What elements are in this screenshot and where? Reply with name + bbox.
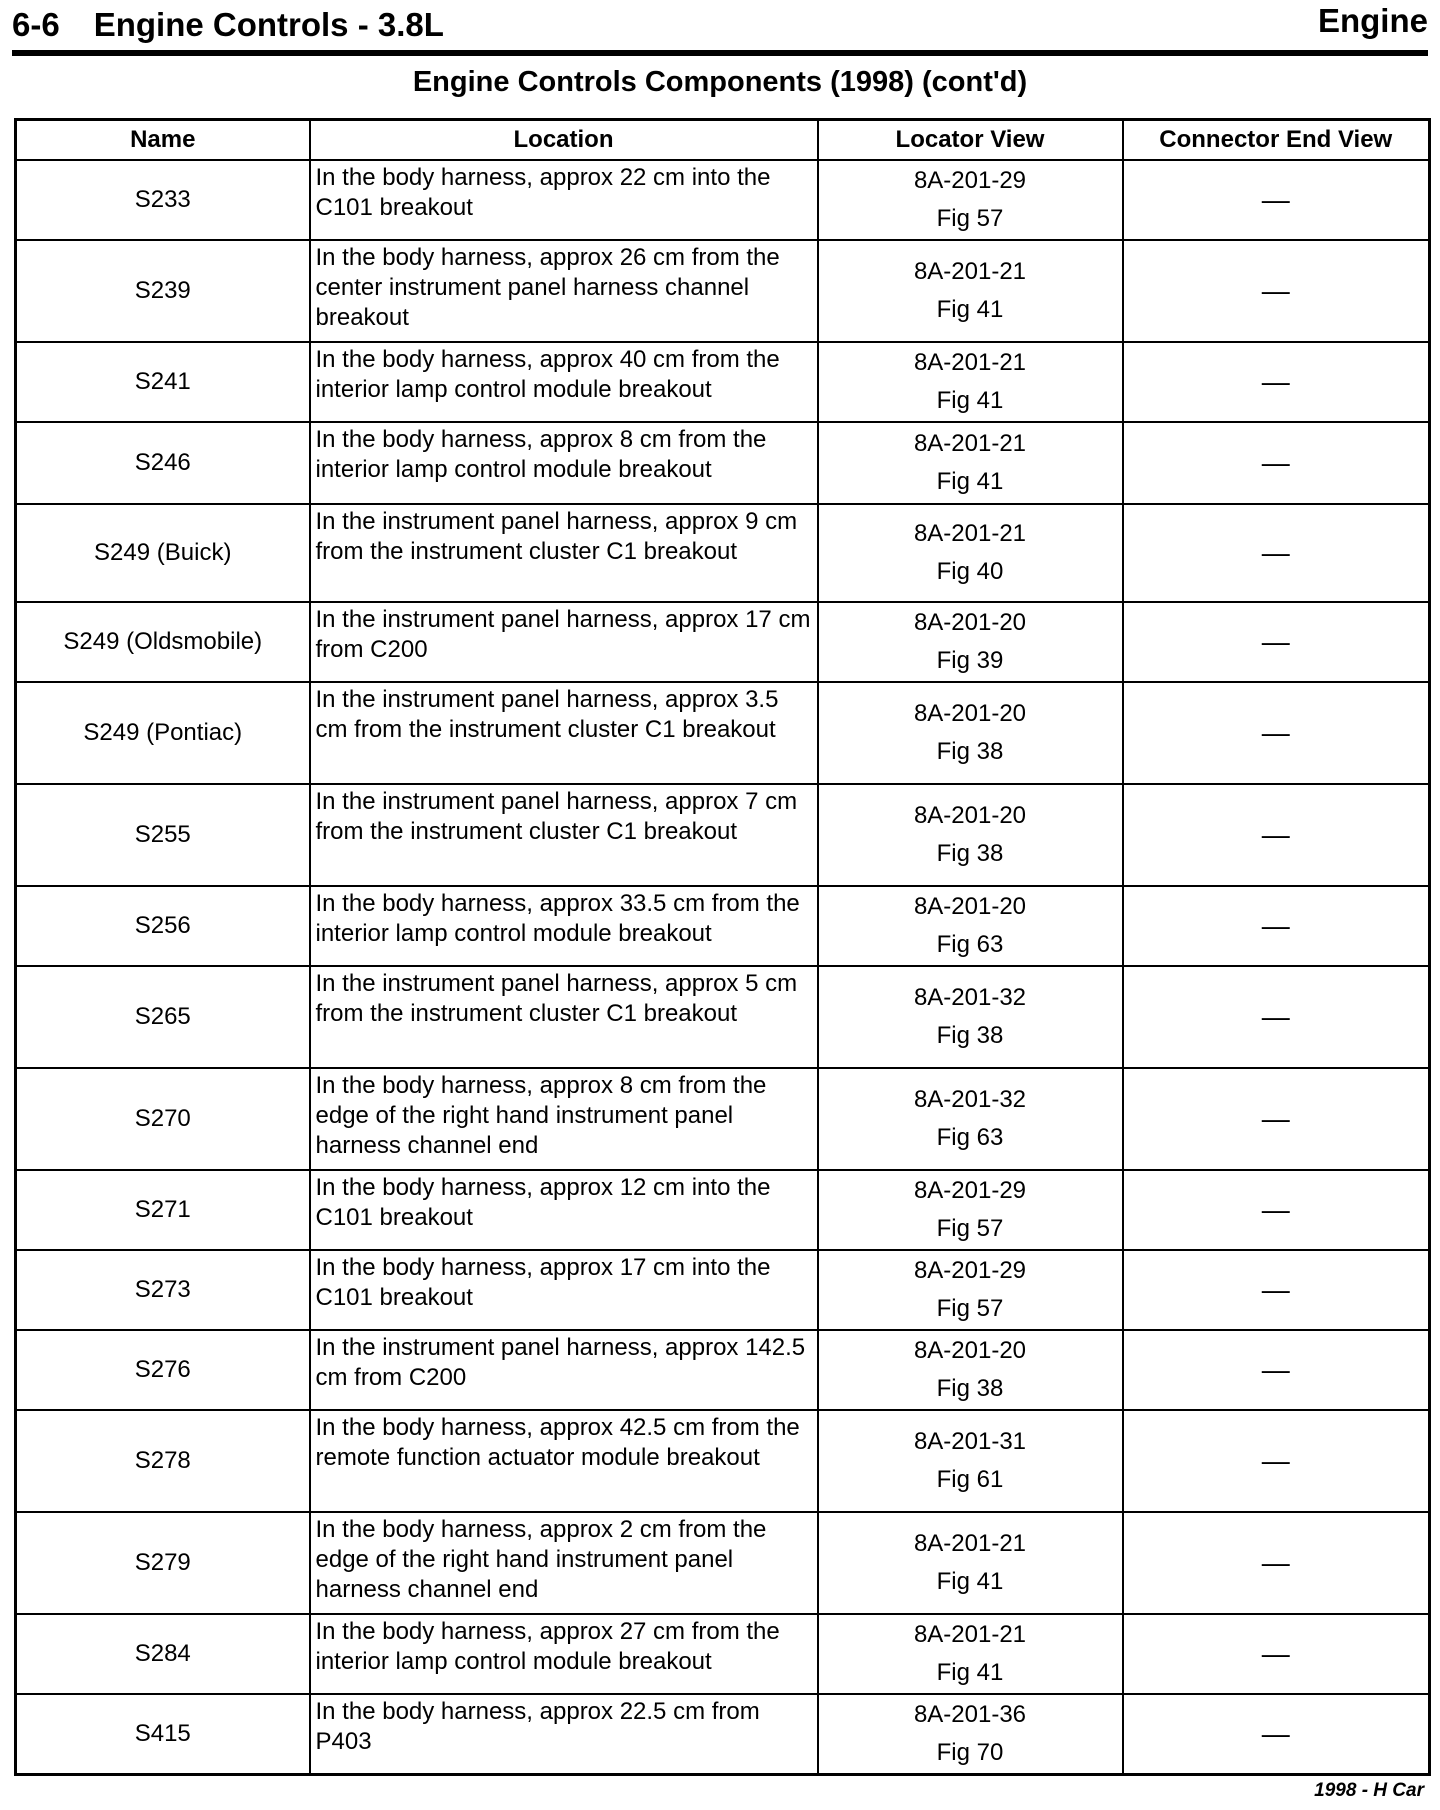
- locator-view-code: 8A-201-29: [913, 1177, 1027, 1204]
- table-row: [16, 1410, 1430, 1512]
- locator-view-cell: [818, 1068, 1123, 1170]
- connector-end-view: —: [1123, 886, 1430, 966]
- component-location: In the body harness, approx 8 cm from the interior lamp control module breakout: [310, 422, 818, 504]
- locator-view-figure: Fig 38: [936, 738, 1004, 765]
- component-name: S279: [16, 1512, 310, 1614]
- page-header: [12, 0, 1428, 56]
- locator-view-cell: [818, 1614, 1123, 1694]
- component-location: In the body harness, approx 8 cm from the edge of the right hand instrument panel harness channel end: [310, 1068, 818, 1170]
- locator-view-cell: [818, 504, 1123, 602]
- component-location: In the body harness, approx 12 cm into the C101 breakout: [310, 1170, 818, 1250]
- table-row: [16, 886, 1430, 966]
- locator-view-figure: Fig 70: [936, 1739, 1004, 1766]
- component-location: In the instrument panel harness, approx 3.5 cm from the instrument cluster C1 breakout: [310, 682, 818, 784]
- locator-view-code: 8A-201-21: [913, 1530, 1027, 1557]
- connector-end-view: —: [1123, 422, 1430, 504]
- locator-view-cell: [818, 240, 1123, 342]
- connector-end-view: —: [1123, 1068, 1430, 1170]
- table-row: [16, 422, 1430, 504]
- locator-view-code: 8A-201-32: [913, 984, 1027, 1011]
- component-name: S249 (Pontiac): [16, 682, 310, 784]
- locator-view-code: 8A-201-21: [913, 430, 1027, 457]
- connector-end-view: —: [1123, 784, 1430, 886]
- connector-end-view: —: [1123, 1330, 1430, 1410]
- connector-end-view: —: [1123, 1694, 1430, 1775]
- locator-view-code: 8A-201-20: [913, 1337, 1027, 1364]
- component-location: In the body harness, approx 26 cm from the center instrument panel harness channel breakout: [310, 240, 818, 342]
- locator-view-code: 8A-201-32: [913, 1086, 1027, 1113]
- table-row: [16, 784, 1430, 886]
- locator-view-code: 8A-201-20: [913, 893, 1027, 920]
- connector-end-view: —: [1123, 1170, 1430, 1250]
- column-header-locator-view: Locator View: [818, 120, 1123, 161]
- locator-view-cell: [818, 1170, 1123, 1250]
- locator-view-code: 8A-201-31: [913, 1428, 1027, 1455]
- component-name: S284: [16, 1614, 310, 1694]
- component-name: S249 (Oldsmobile): [16, 602, 310, 682]
- locator-view-cell: [818, 886, 1123, 966]
- column-header-location: Location: [310, 120, 818, 161]
- locator-view-cell: [818, 784, 1123, 886]
- footer-vehicle: 1998 - H Car: [1314, 1780, 1424, 1801]
- component-name: S273: [16, 1250, 310, 1330]
- table-header-row: [16, 120, 1430, 161]
- components-table: [14, 118, 1431, 1776]
- component-name: S276: [16, 1330, 310, 1410]
- locator-view-cell: [818, 342, 1123, 422]
- component-location: In the body harness, approx 17 cm into the C101 breakout: [310, 1250, 818, 1330]
- table-row: [16, 1614, 1430, 1694]
- component-location: In the instrument panel harness, approx 9 cm from the instrument cluster C1 breakout: [310, 504, 818, 602]
- table-row: [16, 1694, 1430, 1775]
- table-row: [16, 682, 1430, 784]
- component-name: S249 (Buick): [16, 504, 310, 602]
- locator-view-code: 8A-201-21: [913, 349, 1027, 376]
- locator-view-cell: [818, 682, 1123, 784]
- locator-view-figure: Fig 57: [936, 1295, 1004, 1322]
- locator-view-code: 8A-201-20: [913, 802, 1027, 829]
- connector-end-view: —: [1123, 160, 1430, 240]
- locator-view-cell: [818, 1410, 1123, 1512]
- locator-view-cell: [818, 1694, 1123, 1775]
- table-row: [16, 504, 1430, 602]
- locator-view-cell: [818, 160, 1123, 240]
- table-row: [16, 1170, 1430, 1250]
- component-name: S256: [16, 886, 310, 966]
- table-row: [16, 342, 1430, 422]
- component-location: In the body harness, approx 2 cm from the edge of the right hand instrument panel harness channel end: [310, 1512, 818, 1614]
- locator-view-cell: [818, 1512, 1123, 1614]
- component-location: In the body harness, approx 42.5 cm from the remote function actuator module breakout: [310, 1410, 818, 1512]
- component-location: In the body harness, approx 33.5 cm from the interior lamp control module breakout: [310, 886, 818, 966]
- table-row: [16, 602, 1430, 682]
- connector-end-view: —: [1123, 1410, 1430, 1512]
- locator-view-cell: [818, 1250, 1123, 1330]
- component-location: In the instrument panel harness, approx 17 cm from C200: [310, 602, 818, 682]
- component-name: S270: [16, 1068, 310, 1170]
- table-row: [16, 966, 1430, 1068]
- chapter-title: Engine: [1317, 2, 1428, 39]
- locator-view-figure: Fig 61: [936, 1466, 1004, 1493]
- locator-view-code: 8A-201-20: [913, 700, 1027, 727]
- component-name: S246: [16, 422, 310, 504]
- component-name: S241: [16, 342, 310, 422]
- connector-end-view: —: [1123, 342, 1430, 422]
- locator-view-figure: Fig 41: [936, 1659, 1004, 1686]
- component-name: S255: [16, 784, 310, 886]
- locator-view-code: 8A-201-36: [913, 1701, 1027, 1728]
- section-number: 6-6: [12, 6, 60, 43]
- locator-view-figure: Fig 38: [936, 1022, 1004, 1049]
- table-body: [16, 160, 1430, 1775]
- column-header-name: Name: [16, 120, 310, 161]
- component-location: In the instrument panel harness, approx 142.5 cm from C200: [310, 1330, 818, 1410]
- component-location: In the body harness, approx 22 cm into the C101 breakout: [310, 160, 818, 240]
- component-name: S415: [16, 1694, 310, 1775]
- component-name: S233: [16, 160, 310, 240]
- component-location: In the body harness, approx 22.5 cm from P403: [310, 1694, 818, 1775]
- locator-view-code: 8A-201-29: [913, 167, 1027, 194]
- locator-view-figure: Fig 39: [936, 647, 1004, 674]
- locator-view-code: 8A-201-20: [913, 609, 1027, 636]
- connector-end-view: —: [1123, 966, 1430, 1068]
- table-row: [16, 1512, 1430, 1614]
- component-location: In the body harness, approx 27 cm from the interior lamp control module breakout: [310, 1614, 818, 1694]
- locator-view-cell: [818, 602, 1123, 682]
- locator-view-figure: Fig 41: [936, 387, 1004, 414]
- connector-end-view: —: [1123, 1250, 1430, 1330]
- locator-view-figure: Fig 40: [936, 558, 1004, 585]
- locator-view-figure: Fig 38: [936, 1375, 1004, 1402]
- connector-end-view: —: [1123, 240, 1430, 342]
- locator-view-figure: Fig 38: [936, 840, 1004, 867]
- component-location: In the body harness, approx 40 cm from the interior lamp control module breakout: [310, 342, 818, 422]
- table-row: [16, 160, 1430, 240]
- locator-view-figure: Fig 41: [936, 1568, 1004, 1595]
- locator-view-figure: Fig 57: [936, 1215, 1004, 1242]
- connector-end-view: —: [1123, 1512, 1430, 1614]
- locator-view-figure: Fig 63: [936, 931, 1004, 958]
- table-row: [16, 1330, 1430, 1410]
- locator-view-code: 8A-201-29: [913, 1257, 1027, 1284]
- component-name: S265: [16, 966, 310, 1068]
- locator-view-code: 8A-201-21: [913, 258, 1027, 285]
- connector-end-view: —: [1123, 682, 1430, 784]
- component-name: S271: [16, 1170, 310, 1250]
- locator-view-figure: Fig 57: [936, 205, 1004, 232]
- component-name: S278: [16, 1410, 310, 1512]
- locator-view-cell: [818, 1330, 1123, 1410]
- table-row: [16, 240, 1430, 342]
- locator-view-cell: [818, 422, 1123, 504]
- locator-view-code: 8A-201-21: [913, 1621, 1027, 1648]
- connector-end-view: —: [1123, 1614, 1430, 1694]
- locator-view-code: 8A-201-21: [913, 520, 1027, 547]
- section-title: Engine Controls - 3.8L: [93, 6, 444, 43]
- connector-end-view: —: [1123, 504, 1430, 602]
- locator-view-figure: Fig 41: [936, 468, 1004, 495]
- component-name: S239: [16, 240, 310, 342]
- locator-view-cell: [818, 966, 1123, 1068]
- header-left: [12, 6, 444, 44]
- locator-view-figure: Fig 41: [936, 296, 1004, 323]
- page-title: Engine Controls Components (1998) (cont'd): [412, 66, 1028, 98]
- component-location: In the instrument panel harness, approx 5 cm from the instrument cluster C1 breakout: [310, 966, 818, 1068]
- component-location: In the instrument panel harness, approx 7 cm from the instrument cluster C1 breakout: [310, 784, 818, 886]
- table-row: [16, 1068, 1430, 1170]
- connector-end-view: —: [1123, 602, 1430, 682]
- table-row: [16, 1250, 1430, 1330]
- locator-view-figure: Fig 63: [936, 1124, 1004, 1151]
- column-header-connector-end-view: Connector End View: [1123, 120, 1430, 161]
